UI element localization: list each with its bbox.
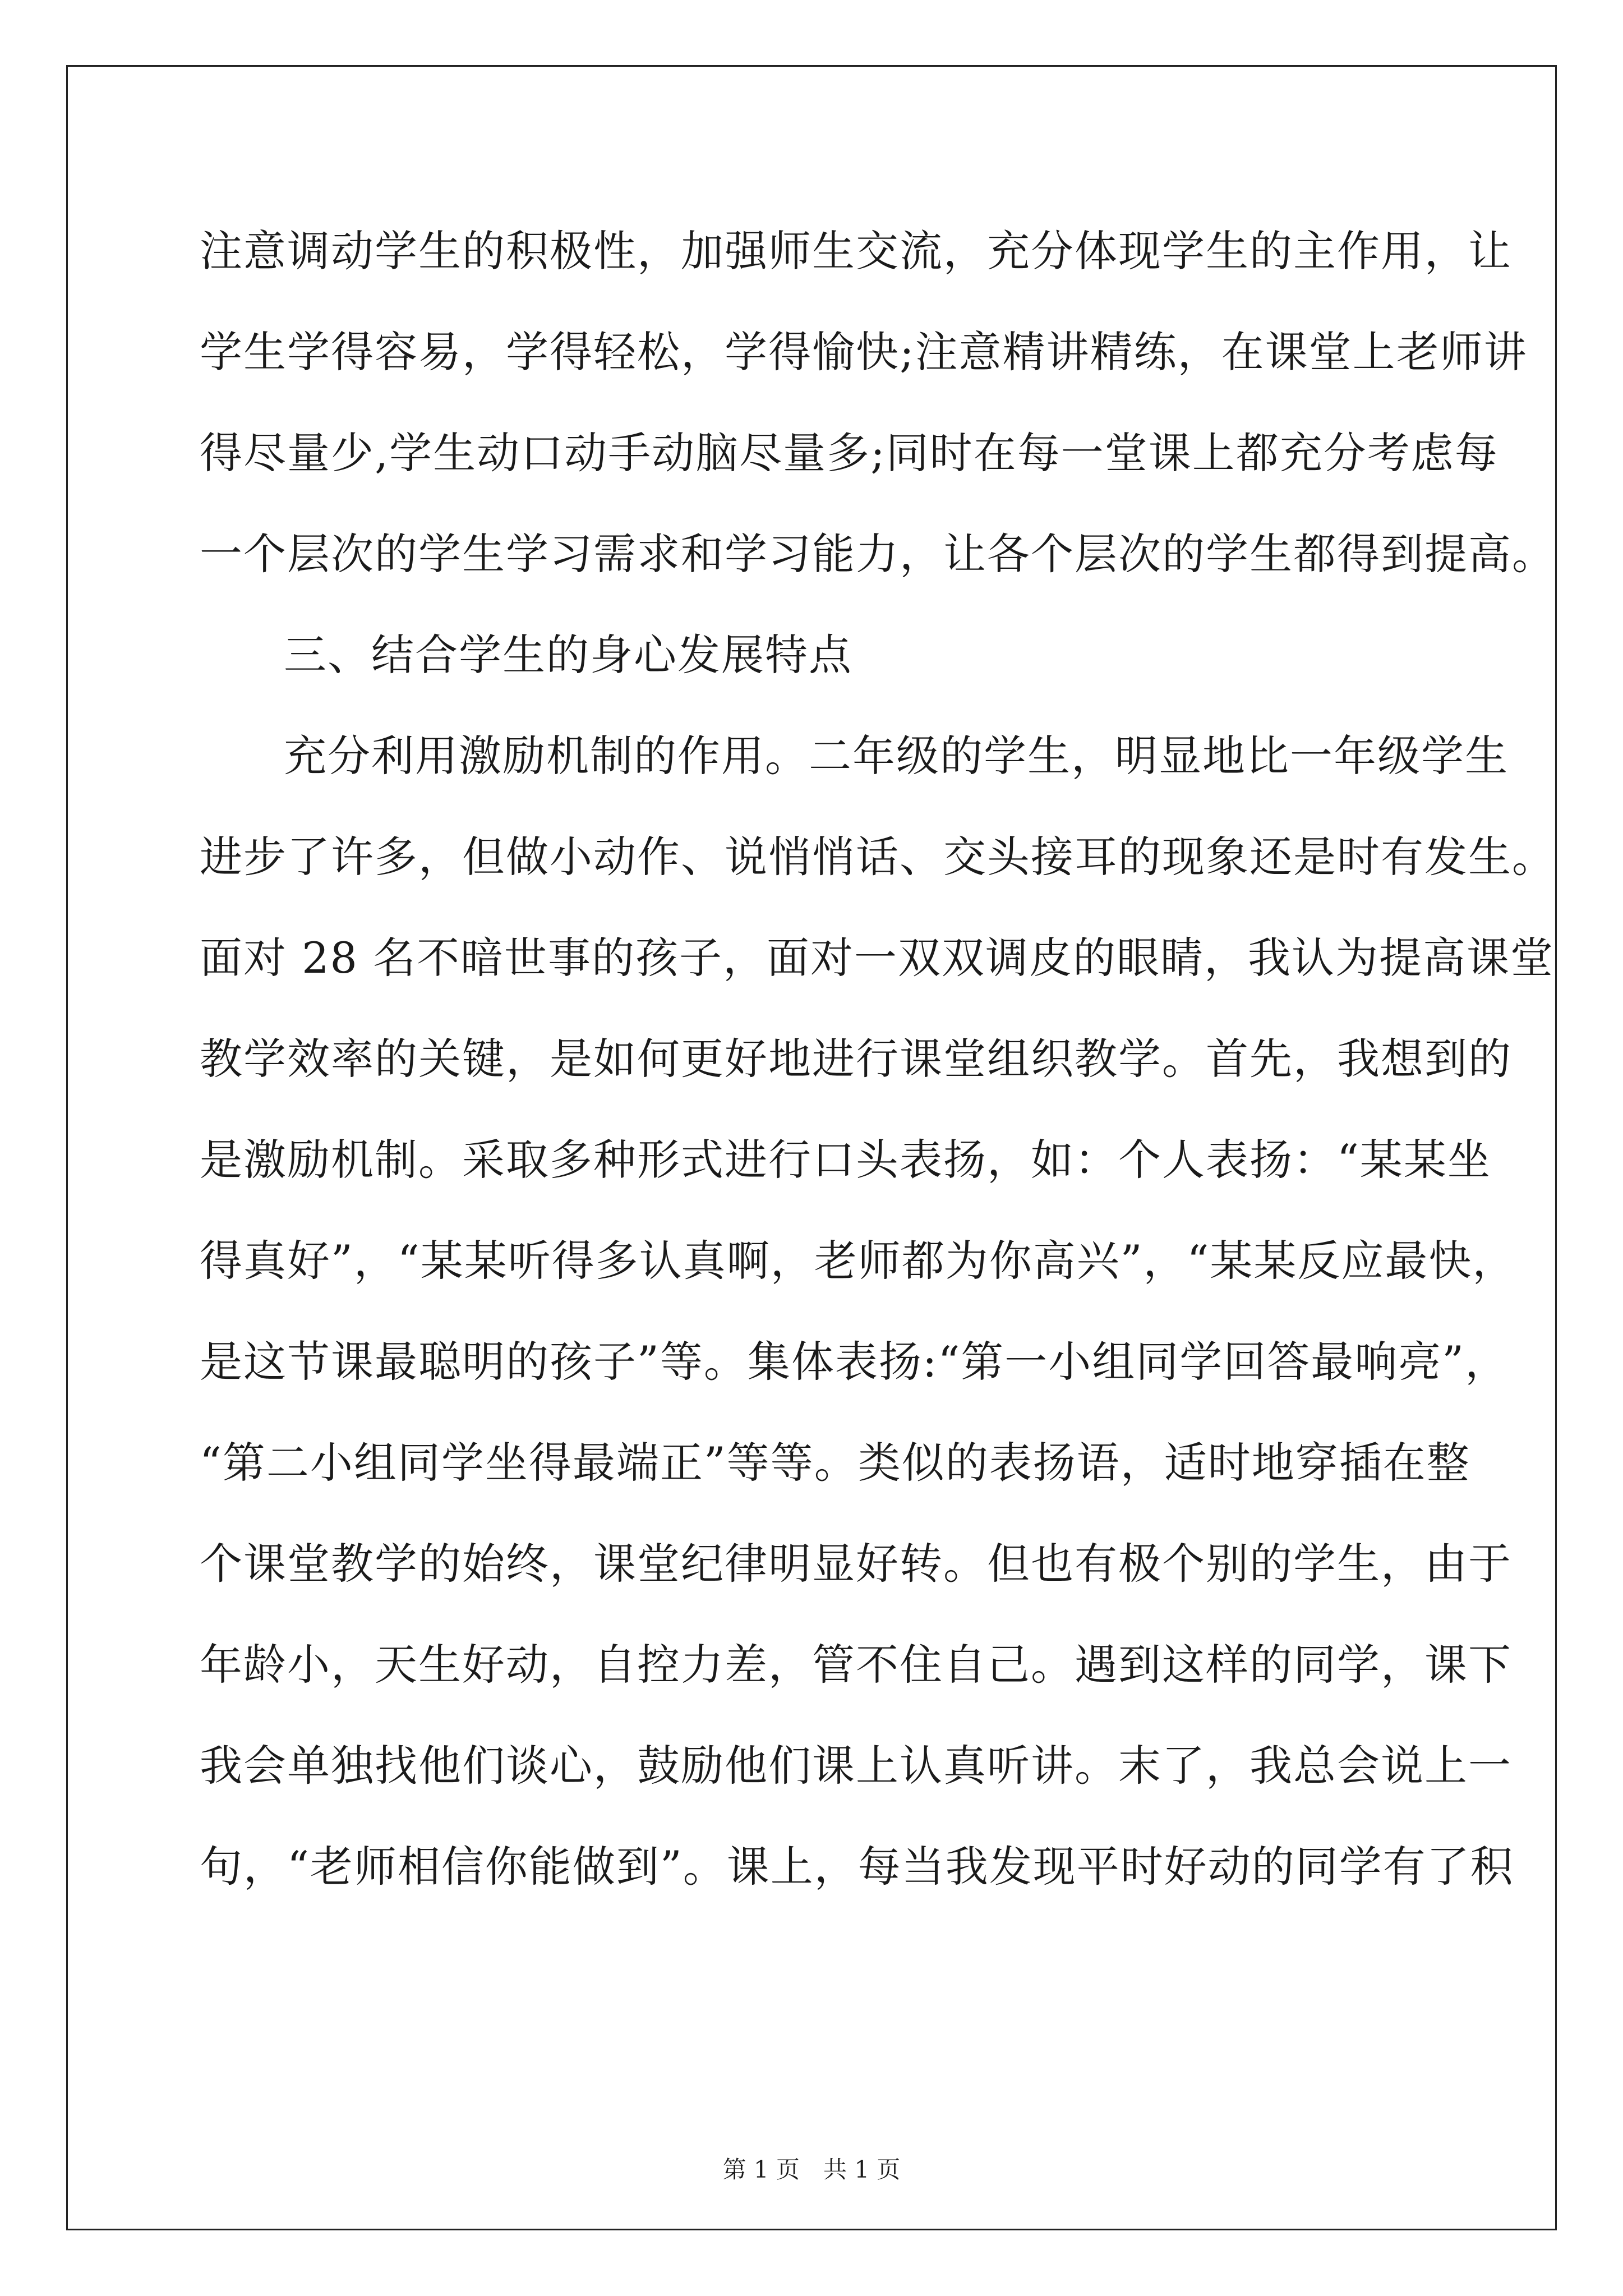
text-line: 个课堂教学的始终，课堂纪律明显好转。但也有极个别的学生，由于 [200, 1539, 1512, 1589]
text-line: 得真好”，“某某听得多认真啊，老师都为你高兴”，“某某反应最快， [200, 1236, 1516, 1286]
text-line: 句，“老师相信你能做到”。课上，每当我发现平时好动的同学有了积 [200, 1842, 1514, 1892]
text-line: 教学效率的关键，是如何更好地进行课堂组织教学。首先，我想到的 [200, 1034, 1512, 1084]
text-line: 年龄小，天生好动，自控力差，管不住自己。遇到这样的同学，课下 [200, 1640, 1512, 1690]
text-line: “第二小组同学坐得最端正”等等。类似的表扬语，适时地穿插在整 [200, 1438, 1470, 1488]
text-line: 是这节课最聪明的孩子”等。集体表扬:“第一小组同学回答最响亮”， [200, 1337, 1509, 1387]
text-line: 面对 28 名不暗世事的孩子，面对一双双调皮的眼睛，我认为提高课堂 [200, 933, 1555, 983]
text-line: 得尽量少,学生动口动手动脑尽量多;同时在每一堂课上都充分考虑每 [200, 428, 1498, 478]
text-line: 注意调动学生的积极性，加强师生交流，充分体现学生的主作用，让 [200, 226, 1512, 276]
section-heading: 三、结合学生的身心发展特点 [284, 630, 852, 680]
page-number-footer: 第 1 页 共 1 页 [722, 2156, 901, 2183]
text-line: 进步了许多，但做小动作、说悄悄话、交头接耳的现象还是时有发生。 [200, 832, 1556, 882]
text-line: 是激励机制。采取多种形式进行口头表扬，如：个人表扬：“某某坐 [200, 1135, 1491, 1185]
text-line: 充分利用激励机制的作用。二年级的学生，明显地比一年级学生 [284, 731, 1509, 781]
text-line: 我会单独找他们谈心，鼓励他们课上认真听讲。末了，我总会说上一 [200, 1741, 1512, 1791]
text-line: 学生学得容易，学得轻松，学得愉快;注意精讲精练，在课堂上老师讲 [200, 327, 1528, 377]
document-body [200, 218, 1556, 1934]
text-line: 一个层次的学生学习需求和学习能力，让各个层次的学生都得到提高。 [200, 529, 1556, 579]
